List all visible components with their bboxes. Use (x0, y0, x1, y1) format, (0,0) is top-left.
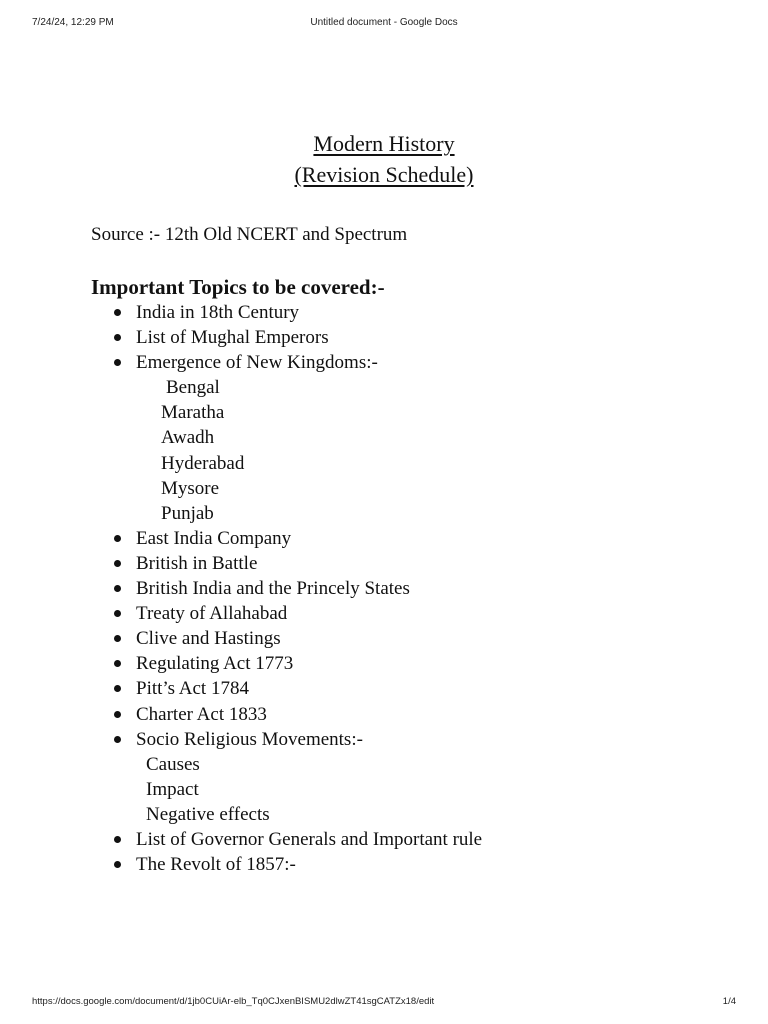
list-item: Treaty of Allahabad (0, 601, 768, 626)
list-item: List of Governor Generals and Important rule (0, 827, 768, 852)
title-line-2: (Revision Schedule) (294, 162, 474, 187)
bullet-icon (114, 610, 121, 617)
list-item: Socio Religious Movements:- (0, 727, 768, 752)
bullet-icon (114, 635, 121, 642)
list-item: List of Mughal Emperors (0, 325, 768, 350)
sub-list-item: Awadh (161, 427, 215, 449)
source-line: Source :- 12th Old NCERT and Spectrum (91, 224, 408, 245)
list-item: Emergence of New Kingdoms:- (0, 350, 768, 375)
sub-list-item: Impact (146, 778, 199, 800)
topic-list (0, 300, 768, 877)
document-url: https://docs.google.com/document/d/1jb0CUiAr-elb_Tq0CJxenBISMU2dlwZT41sgCATZx18/edit (32, 996, 435, 1007)
list-item: British India and the Princely States (0, 576, 768, 601)
bullet-icon (114, 359, 121, 366)
bullet-icon (114, 660, 121, 667)
sub-list-item: Hyderabad (161, 452, 245, 474)
bullet-icon (114, 535, 121, 542)
list-item: The Revolt of 1857:- (0, 852, 768, 877)
bullet-icon (114, 836, 121, 843)
bullet-icon (114, 560, 121, 567)
bullet-icon (114, 585, 121, 592)
list-item: Pitt’s Act 1784 (0, 676, 768, 701)
print-datetime: 7/24/24, 12:29 PM (32, 17, 114, 28)
sub-list-item: Mysore (161, 477, 220, 499)
print-header (32, 17, 736, 31)
list-item: Charter Act 1833 (0, 702, 768, 727)
document-title (0, 128, 768, 190)
sub-list-item: Causes (146, 753, 200, 775)
list-item: East India Company (0, 526, 768, 551)
bullet-icon (114, 685, 121, 692)
bullet-icon (114, 861, 121, 868)
bullet-icon (114, 736, 121, 743)
page-indicator: 1/4 (722, 996, 736, 1007)
print-footer (32, 996, 736, 1010)
sub-list-item: Negative effects (146, 803, 270, 825)
list-item: India in 18th Century (0, 300, 768, 325)
title-line-1: Modern History (313, 131, 455, 156)
sub-list-item: Maratha (161, 402, 225, 424)
bullet-icon (114, 334, 121, 341)
sub-list-item: Bengal (166, 377, 220, 399)
sub-list-item: Punjab (161, 502, 214, 524)
bullet-icon (114, 711, 121, 718)
list-item: British in Battle (0, 551, 768, 576)
list-item: Regulating Act 1773 (0, 651, 768, 676)
list-item: Clive and Hastings (0, 626, 768, 651)
topics-heading: Important Topics to be covered:- (91, 275, 385, 299)
bullet-icon (114, 309, 121, 316)
print-document-title: Untitled document - Google Docs (310, 17, 458, 28)
